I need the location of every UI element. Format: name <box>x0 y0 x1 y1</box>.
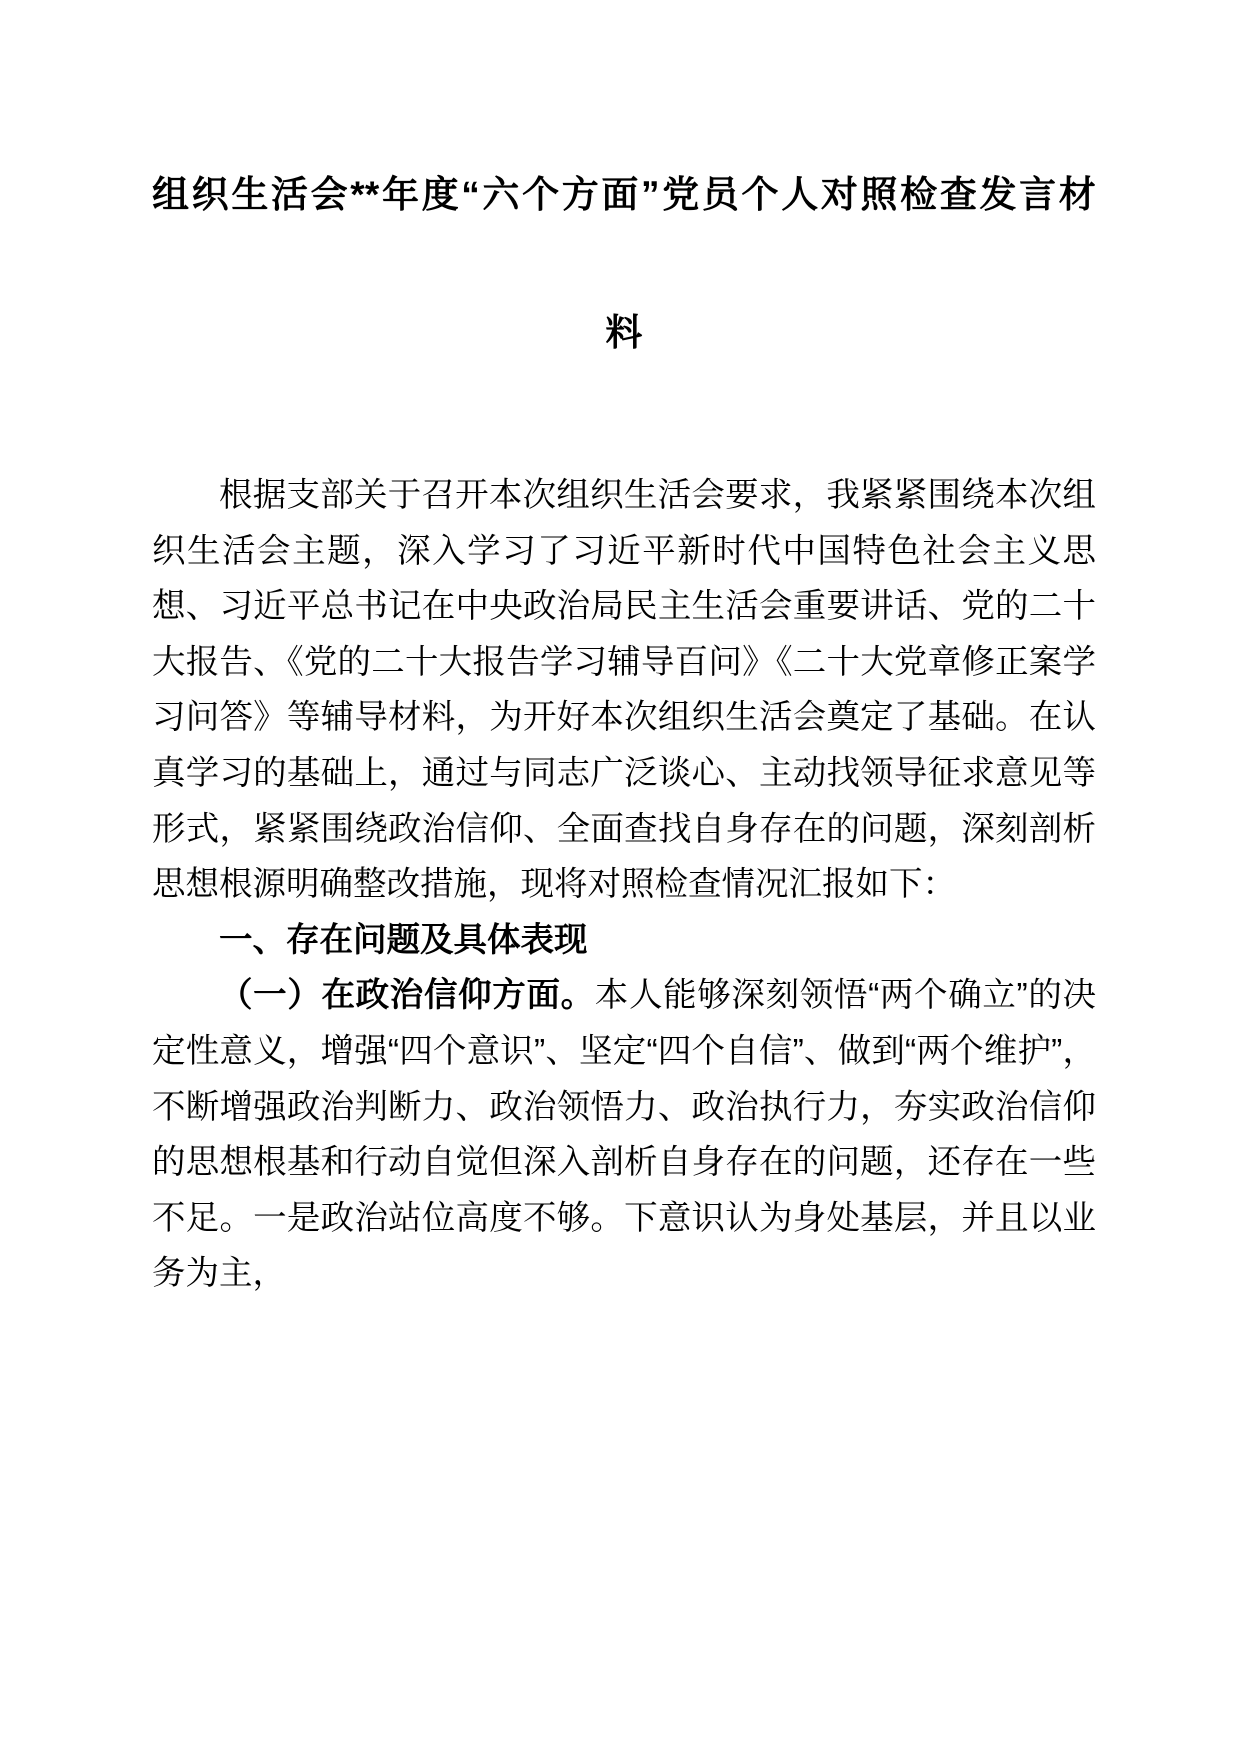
subsection-1-label: （一）在政治信仰方面。 <box>219 977 595 1015</box>
page-title-line-1: 组织生活会**年度“六个方面”党员个人对照检查发言材 <box>152 174 1096 215</box>
intro-paragraph: 根据支部关于召开本次组织生活会要求，我紧紧围绕本次组织生活会主题，深入学习了习近平新时代中国特色社会主义思想、习近平总书记在中央政治局民主生活会重要讲话、党的二十大报告、《党的二十大报告学习辅导百问》《二十大党章修正案学习问答》等辅导材料，为开好本次组织生活会奠定了基础。在认真学习的基础上，通过与同志广泛谈心、主动找领导征求意见等形式，紧紧围绕政治信仰、全面查找自身存在的问题，深刻剖析思想根源明确整改措施，现将对照检查情况汇报如下： <box>152 477 1096 904</box>
subsection-1-body: 本人能够深刻领悟“两个确立”的决定性意义，增强“四个意识”、坚定“四个自信”、做到“两个维护”，不断增强政治判断力、政治领悟力、政治执行力，夯实政治信仰的思想根基和行动自觉但深入剖析自身存在的问题，还存在一些不足。一是政治站位高度不够。下意识认为身处基层，并且以业务为主， <box>152 977 1097 1293</box>
section-heading-1: 一、存在问题及具体表现 <box>219 921 588 959</box>
subsection-1-paragraph <box>152 968 1096 1302</box>
document-content <box>152 0 1096 1302</box>
page-title-line-2: 料 <box>605 312 643 353</box>
document-body <box>152 468 1096 1302</box>
page-title <box>152 0 1096 402</box>
